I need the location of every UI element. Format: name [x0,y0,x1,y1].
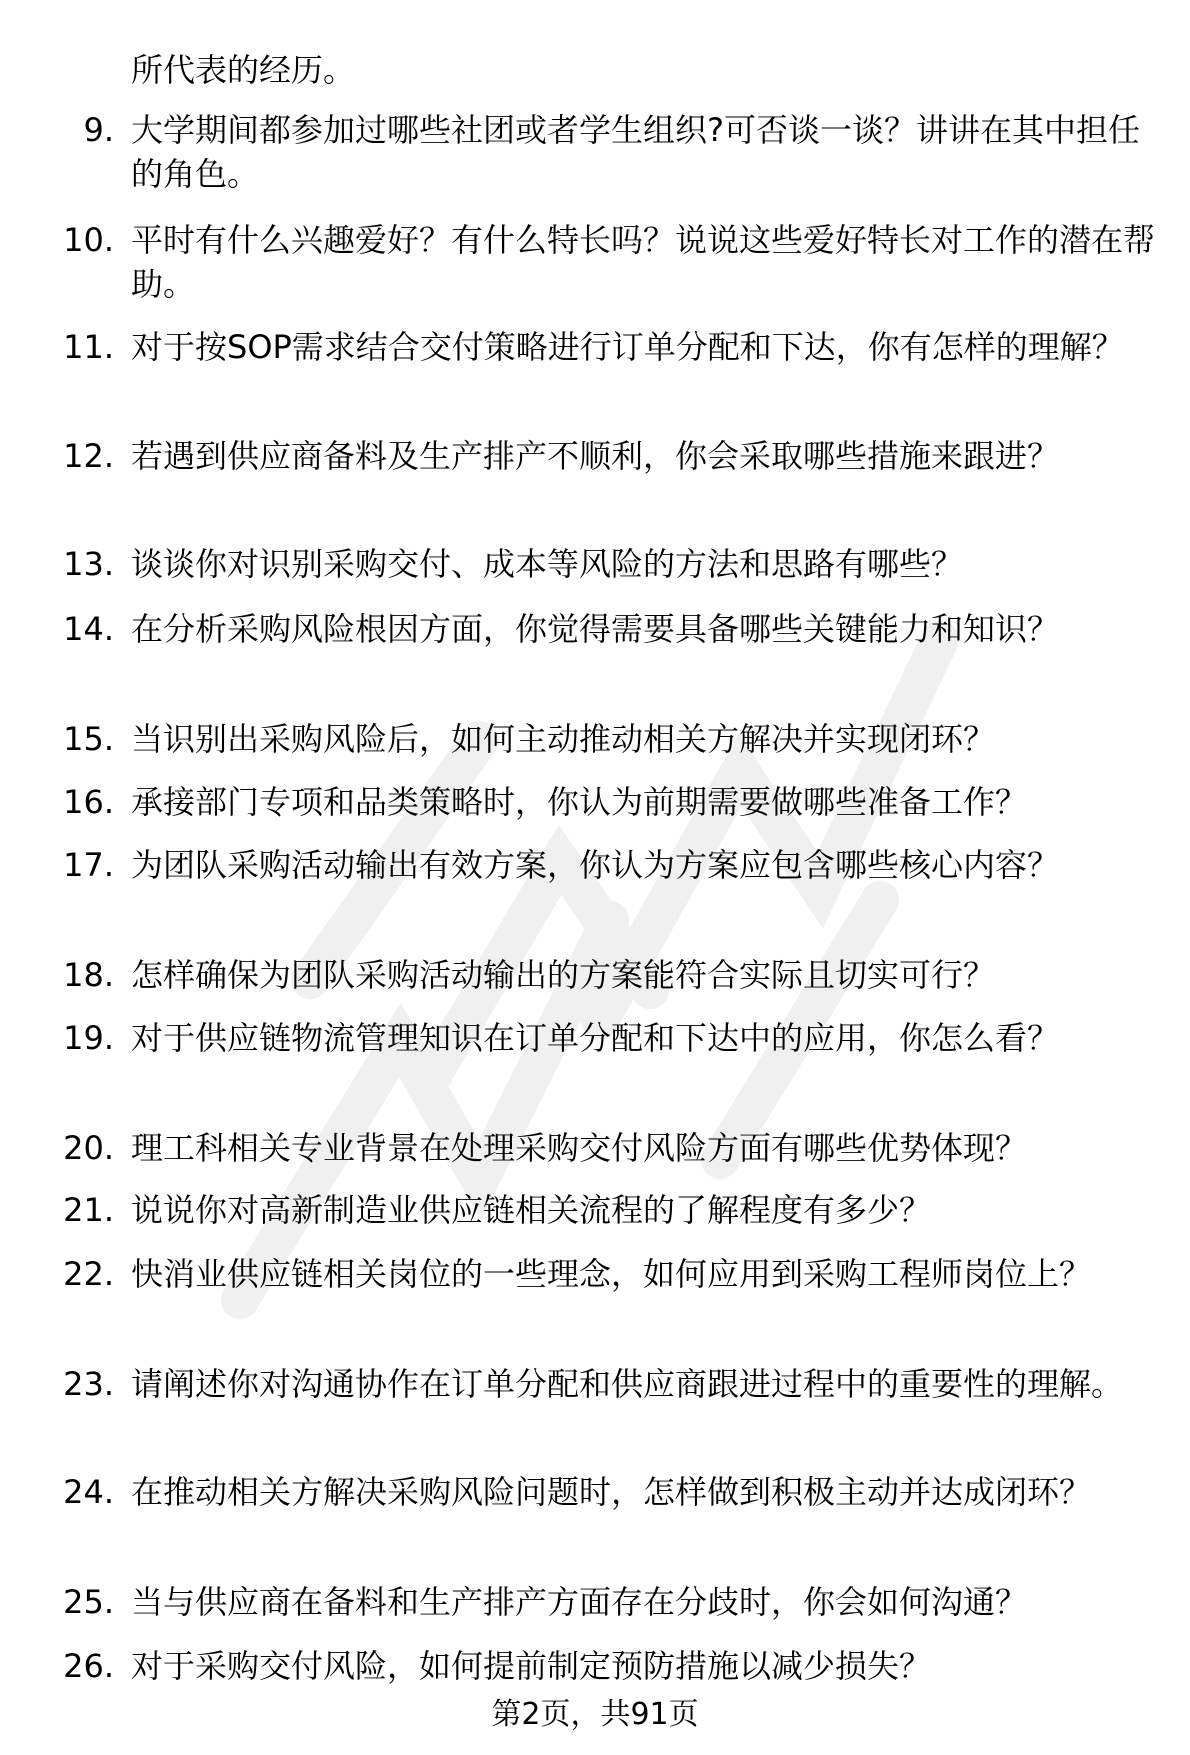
page-footer: 第2页，共91页 [491,1697,699,1732]
question-text: 对于按SOP需求结合交付策略进行订单分配和下达，你有怎样的理解？ [131,328,1124,366]
question-number: 25. [63,1583,114,1621]
question-number: 18. [63,956,114,994]
continued-text: 所代表的经历。 [131,51,356,89]
question-number: 16. [63,783,114,821]
question-number: 20. [63,1129,114,1167]
question-number: 22. [63,1255,114,1293]
question-number: 11. [63,328,114,366]
question-number: 24. [63,1473,114,1511]
question-number: 15. [63,720,114,758]
question-text: 对于采购交付风险，如何提前制定预防措施以减少损失？ [131,1647,932,1685]
question-text: 理工科相关专业背景在处理采购交付风险方面有哪些优势体现？ [131,1129,1028,1167]
question-number: 21. [63,1191,114,1229]
question-text: 说说你对高新制造业供应链相关流程的了解程度有多少？ [131,1191,932,1229]
question-text: 大学期间都参加过哪些社团或者学生组织?可否谈一谈？讲讲在其中担任的角色。 [131,111,1140,193]
question-text: 在分析采购风险根因方面，你觉得需要具备哪些关键能力和知识？ [131,610,1060,648]
question-text: 当识别出采购风险后，如何主动推动相关方解决并实现闭环？ [131,720,996,758]
question-number: 26. [63,1647,114,1685]
question-text: 平时有什么兴趣爱好？有什么特长吗？说说这些爱好特长对工作的潜在帮助。 [131,221,1156,303]
question-text: 若遇到供应商备料及生产排产不顺利，你会采取哪些措施来跟进？ [131,437,1060,475]
question-text: 承接部门专项和品类策略时，你认为前期需要做哪些准备工作？ [131,783,1028,821]
question-text: 在推动相关方解决采购风险问题时，怎样做到积极主动并达成闭环？ [131,1473,1092,1511]
question-text: 怎样确保为团队采购活动输出的方案能符合实际且切实可行？ [131,956,996,994]
question-text: 当与供应商在备料和生产排产方面存在分歧时，你会如何沟通？ [131,1583,1028,1621]
question-number: 13. [63,545,114,583]
question-number: 17. [63,846,114,884]
question-number: 19. [63,1019,114,1057]
question-number: 10. [63,221,114,259]
question-text: 谈谈你对识别采购交付、成本等风险的方法和思路有哪些？ [131,545,964,583]
question-number: 23. [63,1365,114,1403]
question-text: 为团队采购活动输出有效方案，你认为方案应包含哪些核心内容？ [131,846,1060,884]
question-text: 请阐述你对沟通协作在订单分配和供应商跟进过程中的重要性的理解。 [131,1365,1124,1403]
question-text: 对于供应链物流管理知识在订单分配和下达中的应用，你怎么看？ [131,1019,1060,1057]
question-number: 9. [83,111,114,149]
question-text: 快消业供应链相关岗位的一些理念，如何应用到采购工程师岗位上？ [131,1255,1092,1293]
question-number: 12. [63,437,114,475]
question-number: 14. [63,610,114,648]
